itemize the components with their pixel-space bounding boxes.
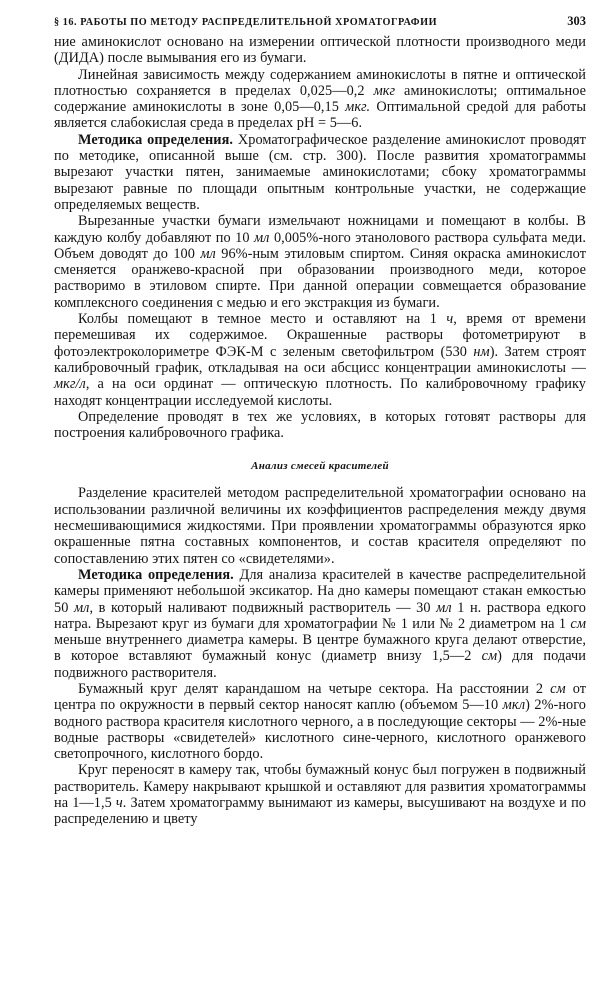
text-run: 0,005%-ного этанолового раствора сульфата меди. Объем доводят до 100	[54, 229, 586, 262]
paragraph	[54, 681, 586, 762]
text-run: , время от времени перемешивая их содержимое. Окрашенные растворы фотометрируют в фотоэлектроколориметре ФЭК-М с зеленым светофильтром (530	[54, 311, 586, 360]
unit-text: ч	[446, 311, 454, 328]
text-run: Определение проводят в тех же условиях, в которых готовят растворы для построения калибровочного графика.	[54, 408, 586, 442]
text-run: ) 2%-ного водного раствора красителя кислотного черного, а в последующие секторы — 2%-ные водные растворы «свидетелей» кислотного сине-черного, кислотного оранжевого светопрочного, кислотного бордо.	[54, 697, 587, 763]
unit-text: мл	[436, 599, 452, 616]
section-title: Анализ смесей красителей	[251, 460, 389, 473]
body-text-block-1	[54, 34, 586, 441]
unit-text: мкг.	[345, 99, 371, 116]
text-run: Круг переносят в камеру так, чтобы бумажный конус был погружен в подвижный растворитель. Камеру накрывают крышкой и оставляют для развития хроматограммы на 1—1,5	[54, 762, 586, 812]
unit-text: мкг	[373, 82, 396, 99]
paragraph	[54, 34, 586, 67]
text-run: Бумажный круг делят карандашом на четыре сектора. На расстоянии 2	[78, 680, 551, 697]
unit-text: нм	[473, 343, 490, 360]
method-heading: Методика определения.	[78, 566, 234, 583]
paragraph	[54, 485, 586, 566]
text-run: 1 н. раствора едкого натра. Вырезают круг из бумаги для хроматографии № 1 или № 2 диаметром на 1	[54, 599, 586, 632]
running-title: § 16. РАБОТЫ ПО МЕТОДУ РАСПРЕДЕЛИТЕЛЬНОЙ ХРОМАТОГРАФИИ	[54, 17, 438, 28]
text-run: меньше внутреннего диаметра камеры. В центре бумажного круга делают отверстие, в которое вставляют бумажный конус (диаметр внизу 1,5—2	[54, 632, 586, 665]
paragraph	[54, 132, 586, 213]
text-run: Вырезанные участки бумаги измельчают ножницами и помещают в колбы. В каждую колбу добавляют по 10	[54, 213, 586, 246]
text-run: аминокислоты; оптимальное содержание аминокислоты в зоне 0,05—0,15	[54, 82, 586, 116]
text-run: от центра по окружности в первый сектор наносят каплю (объемом 5—10	[54, 680, 587, 714]
unit-text: мкг/л	[54, 376, 86, 393]
text-run: ). Затем строят калибровочный график, откладывая на оси абсцисс концентрации аминокислоты —	[54, 343, 586, 376]
unit-text: мл	[73, 599, 90, 616]
unit-text: мкл	[502, 697, 526, 714]
unit-text: мл	[254, 229, 270, 246]
paragraph	[54, 67, 586, 132]
text-run: Колбы помещают в темное место и оставляют на 1	[78, 311, 447, 328]
paragraph	[54, 409, 586, 442]
text-run: . Затем хроматограмму вынимают из камеры, высушивают на воздухе и по распределению и цвету	[54, 795, 586, 828]
text-run: , а на оси ординат — оптическую плотность. По калибровочному графику находят концентрации исследуемой кислоты.	[54, 376, 586, 409]
unit-text: см	[481, 648, 498, 665]
paragraph	[54, 762, 586, 827]
paragraph	[54, 567, 586, 681]
unit-text: см	[570, 615, 586, 632]
text-run: Для анализа красителей в качестве распределительной камеры применяют небольшой эксикатор. На дно камеры помещают стакан емкостью 50	[54, 566, 586, 616]
text-run: ние аминокислот основано на измерении оптической плотности производного меди (ДИДА) после вымывания его из бумаги.	[54, 34, 586, 67]
paragraph	[54, 311, 586, 409]
text-run: Линейная зависимость между содержанием аминокислоты в пятне и оптической плотностью сохраняется в пределах 0,025—0,2	[54, 66, 586, 99]
text-run: Хроматографическое разделение аминокислот проводят по методике, описанной выше (см. стр. 300). После развития хроматограммы вырезают участки пятен, занимаемые аминокислотами; сбоку хроматограммы вырезают равные по площади опытным контрольные участки, не содержащие определяемых веществ.	[54, 131, 586, 213]
unit-text: см	[550, 680, 566, 697]
unit-text: мл	[200, 245, 216, 262]
text-run: Оптимальной средой для работы является слабокислая среда в пределах pH = 5—6.	[54, 99, 586, 132]
page-number: 303	[567, 14, 586, 28]
method-heading: Методика определения.	[78, 131, 233, 148]
text-run: Разделение красителей методом распределительной хроматографии основано на использовании различной величины их коэффициентов распределения между двумя несмешивающимися жидкостями. При проявлении хроматограммы образуются ярко окрашенные пятна составных компонентов, и состав красителя определяют по сопоставлению этих пятен со «свидетелями».	[54, 485, 586, 567]
text-run: 96%-ным этиловым спиртом. Синяя окраска аминокислот сменяется оранжево-красной при образовании производного меди, которое растворимо в этиловом спирте. При данной операции совмещается образование комплексного соединения с медью и его экстракция из бумаги.	[54, 245, 586, 311]
paragraph	[54, 213, 586, 311]
unit-text: ч	[115, 795, 123, 812]
body-text-block-2	[54, 485, 586, 827]
text-run: , в который наливают подвижный растворитель — 30	[89, 599, 437, 616]
running-header	[54, 14, 586, 34]
text-run: ) для подачи подвижного растворителя.	[54, 648, 586, 681]
